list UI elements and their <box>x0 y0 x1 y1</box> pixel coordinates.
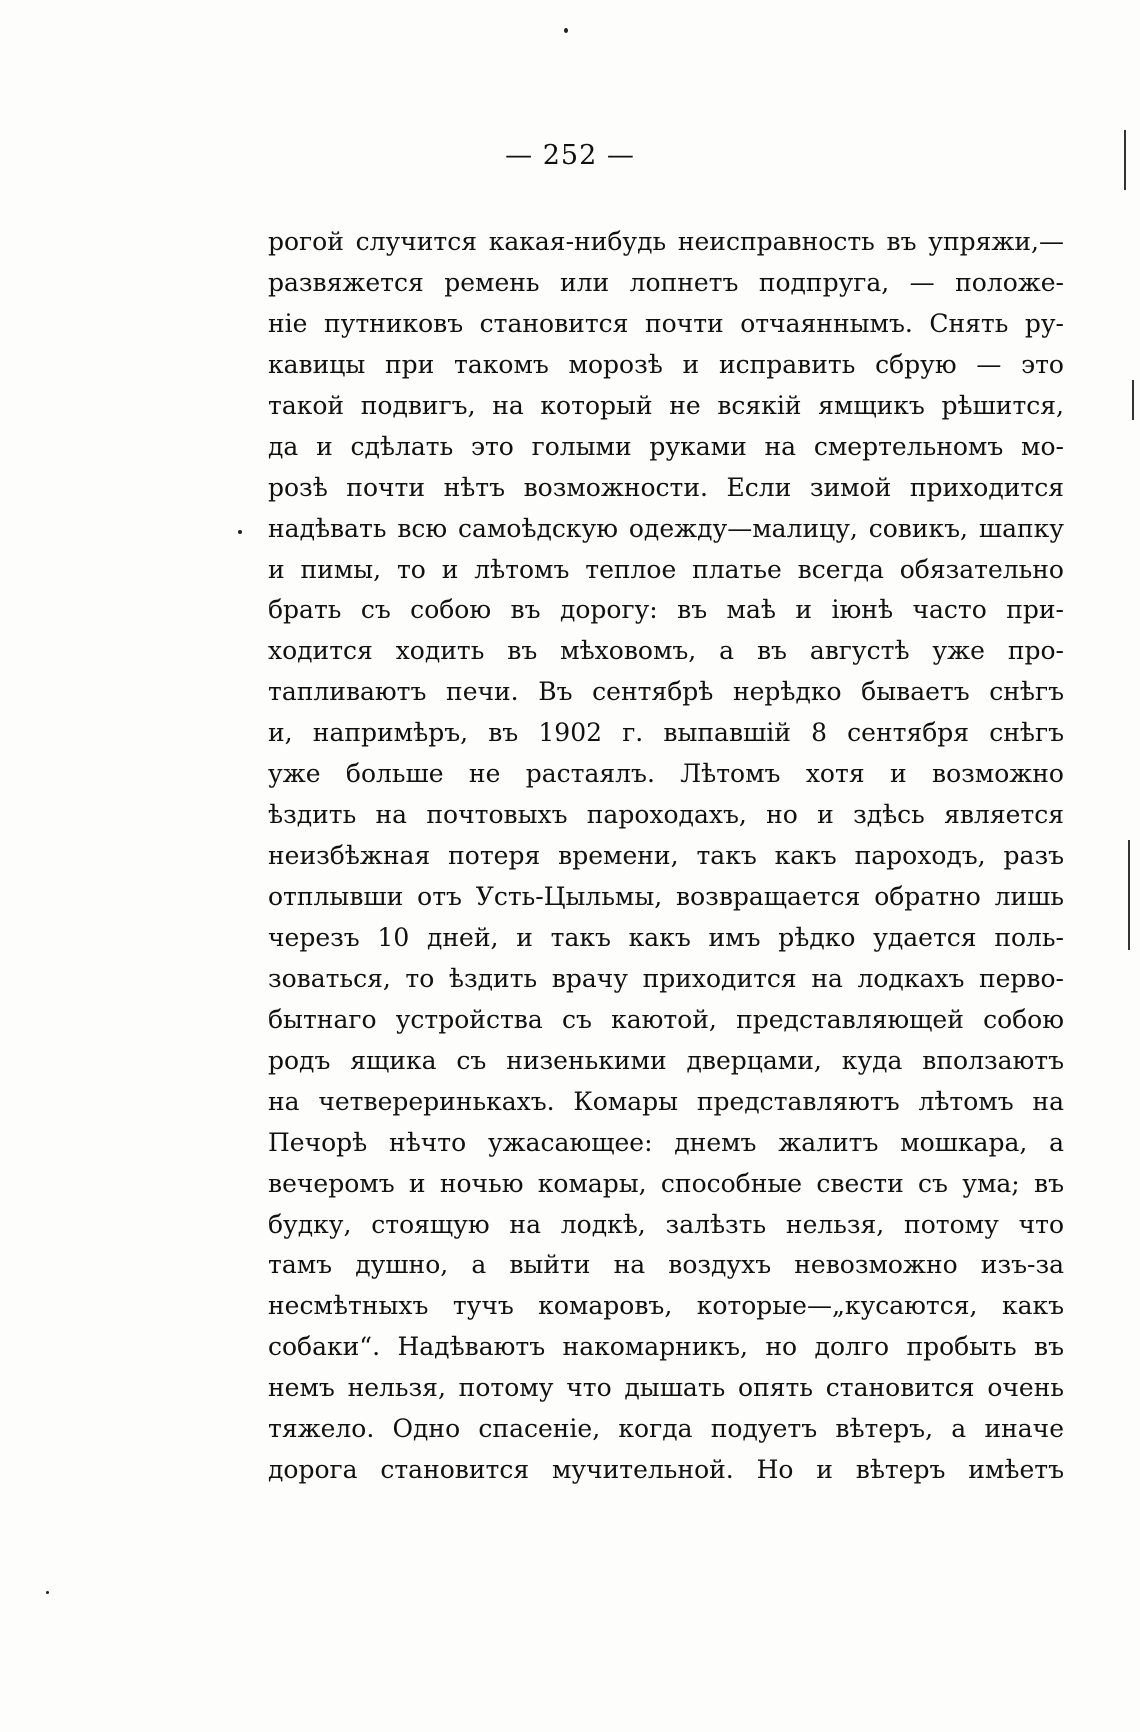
scan-speck <box>564 28 568 33</box>
text-line: надѣвать всю самоѣдскую одежду—малицу, совикъ, шапку <box>268 513 1064 543</box>
text-line: кавицы при такомъ морозѣ и исправить сбрую — это <box>268 349 1064 379</box>
text-line: розѣ почти нѣтъ возможности. Если зимой приходится <box>268 472 1064 502</box>
text-line: тяжело. Одно спасеніе, когда подуетъ вѣтеръ, а иначе <box>268 1414 1064 1444</box>
scan-speck <box>238 530 242 534</box>
text-line: отплывши отъ Усть-Цыльмы, возвращается обратно лишь <box>268 882 1064 911</box>
text-line: рогой случится какая-нибудь неисправность въ упряжи,— <box>268 227 1064 256</box>
scan-edge-mark <box>1128 840 1130 950</box>
text-line: тамъ душно, а выйти на воздухъ невозможно изъ-за <box>268 1250 1064 1280</box>
text-line: развяжется ремень или лопнетъ подпруга, — положе- <box>268 267 1064 297</box>
text-line: немъ нельзя, потому что дышать опять становится очень <box>268 1373 1064 1403</box>
page-number: — 252 — <box>505 140 635 171</box>
text-line: тапливаютъ печи. Въ сентябрѣ нерѣдко бываетъ снѣгъ <box>268 677 1064 707</box>
body-text <box>268 222 1064 1491</box>
text-line: и пимы, то и лѣтомъ теплое платье всегда обязательно <box>268 554 1064 584</box>
text-line: бытнаго устройства съ каютой, представляющей собою <box>268 1004 1064 1034</box>
text-line: такой подвигъ, на который не всякій ямщикъ рѣшится, <box>268 390 1064 420</box>
text-line: ходится ходить въ мѣховомъ, а въ августѣ уже про- <box>268 636 1064 666</box>
text-line: ѣздить на почтовыхъ пароходахъ, но и здѣсь является <box>268 800 1064 830</box>
text-line: будку, стоящую на лодкѣ, залѣзть нельзя, потому что <box>268 1209 1064 1239</box>
text-line: черезъ 10 дней, и такъ какъ имъ рѣдко удается поль- <box>268 922 1064 952</box>
text-line: уже больше не растаялъ. Лѣтомъ хотя и возможно <box>268 759 1064 789</box>
text-line: да и сдѣлать это голыми руками на смертельномъ мо- <box>268 431 1064 461</box>
text-line: брать съ собою въ дорогу: въ маѣ и іюнѣ часто при- <box>268 595 1064 625</box>
scan-edge-mark <box>1132 380 1134 420</box>
text-line: зоваться, то ѣздить врачу приходится на лодкахъ перво- <box>268 963 1064 993</box>
text-line: и, напримѣръ, въ 1902 г. выпавшій 8 сентября снѣгъ <box>268 718 1064 748</box>
scan-edge-mark <box>1124 130 1126 190</box>
text-line: на четвереринькахъ. Комары представляютъ лѣтомъ на <box>268 1086 1064 1116</box>
text-line: вечеромъ и ночью комары, способные свести съ ума; въ <box>268 1168 1064 1198</box>
text-line: родъ ящика съ низенькими дверцами, куда вползаютъ <box>268 1045 1064 1075</box>
text-line: Печорѣ нѣчто ужасающее: днемъ жалитъ мошкара, а <box>268 1127 1064 1157</box>
text-line: неизбѣжная потеря времени, такъ какъ пароходъ, разъ <box>268 841 1064 871</box>
text-line: собаки“. Надѣваютъ накомарникъ, но долго пробыть въ <box>268 1332 1064 1362</box>
scan-speck <box>46 1591 49 1594</box>
text-line: несмѣтныхъ тучъ комаровъ, которые—„кусаются, какъ <box>268 1291 1064 1321</box>
text-line: дорога становится мучительной. Но и вѣтеръ имѣетъ <box>268 1455 1064 1485</box>
text-line: ніе путниковъ становится почти отчаяннымъ. Снять ру- <box>268 308 1064 338</box>
